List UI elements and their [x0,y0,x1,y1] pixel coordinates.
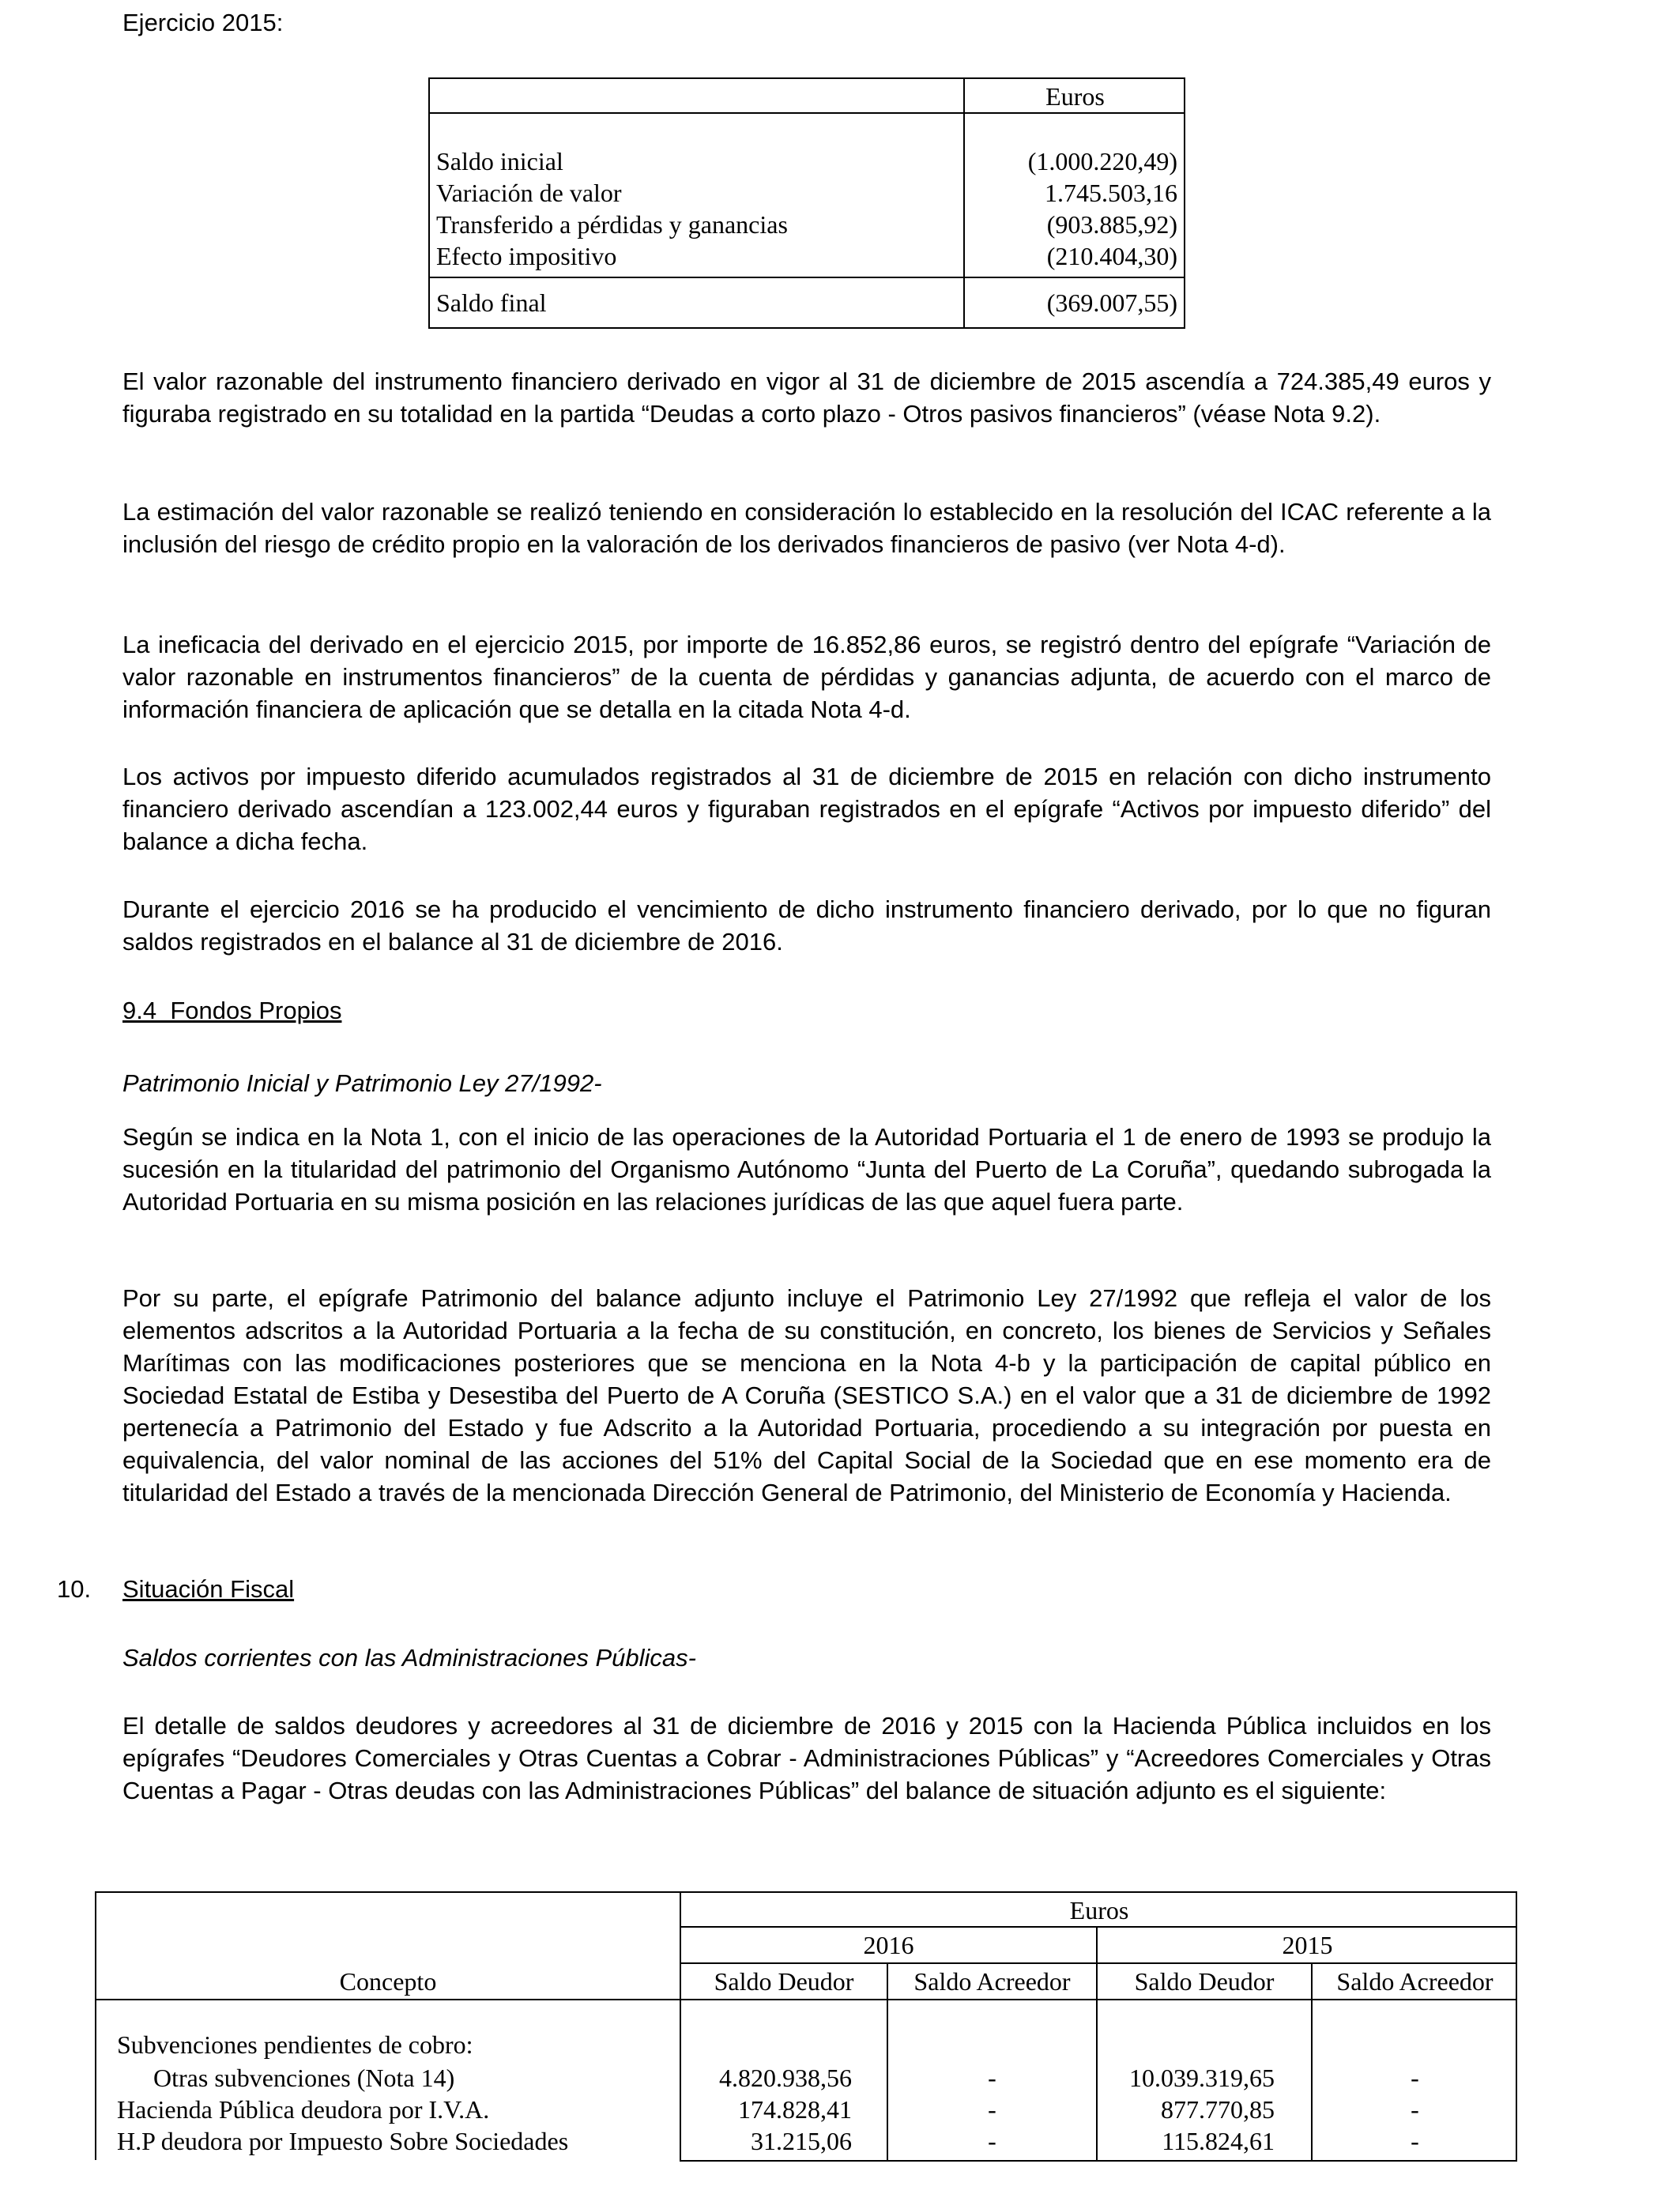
section-subtitle-patrimonio: Patrimonio Inicial y Patrimonio Ley 27/1992- [122,1069,602,1097]
table-divider [96,1999,1517,2000]
header-euros: Euros [1069,1896,1129,1924]
row-label: H.P deudora por Impuesto Sobre Sociedades [117,2127,569,2155]
header-saldo-acreedor-2016: Saldo Acreedor [913,1967,1071,1996]
cell-deudor-2016: 31.215,06 [751,2127,852,2155]
cell-deudor-2015: 115.824,61 [1162,2127,1275,2155]
table-row [436,240,1177,272]
table-row [436,145,1177,177]
cell-deudor-2016: 174.828,41 [738,2095,852,2124]
table-divider [680,1926,1517,1928]
paragraph-estimacion: La estimación del valor razonable se realizó teniendo en consideración lo establecido en la resolución del ICAC referente a la inclusión del riesgo de crédito propio en la valoración de los derivados financieros de pasivo (ver Nota 4-d). [122,498,1491,558]
paragraph-sucesion: Según se indica en la Nota 1, con el inicio de las operaciones de la Autoridad Portuaria el 1 de enero de 1993 se produjo la sucesión en la titularidad del patrimonio del Organismo Autónomo “Junta del Puerto de La Coruña”, quedando subrogada la Autoridad Portuaria en su misma posición en las relaciones jurídicas de las que aquel fuera parte. [122,1123,1491,1216]
row-value: (369.007,55) [1046,288,1177,317]
row-label: Hacienda Pública deudora por I.V.A. [117,2095,490,2124]
table-row [436,209,1177,240]
header-concepto: Concepto [339,1967,437,1996]
group-label: Subvenciones pendientes de cobro: [117,2030,473,2059]
cell-deudor-2016: 4.820.938,56 [719,2064,852,2092]
row-label: Variación de valor [436,179,622,207]
header-saldo-deudor-2015: Saldo Deudor [1134,1967,1275,1996]
cell-deudor-2015: 10.039.319,65 [1129,2064,1275,2092]
table-divider [430,277,1184,278]
section-title-fondos-propios: 9.4 Fondos Propios [122,997,342,1024]
header-year-2016: 2016 [863,1931,914,1959]
table-row [436,177,1177,209]
table-saldos-administraciones [95,1891,1517,2160]
table-divider [680,2160,1517,2162]
row-label: Transferido a pérdidas y ganancias [436,210,788,239]
row-value: (903.885,92) [1046,210,1177,239]
paragraph-detalle-saldos: El detalle de saldos deudores y acreedores al 31 de diciembre de 2016 y 2015 con la Hacienda Pública incluidos en los epígrafes “Deudores Comerciales y Otras Cuentas a Cobrar - Administraciones Públicas” y “Acreedores Comerciales y Otras Cuentas a Pagar - Otras deudas con las Administraciones Públicas” del balance de situación adjunto es el siguiente: [122,1712,1491,1804]
header-year-2015: 2015 [1282,1931,1333,1959]
section-number: 10. [57,1575,92,1603]
paragraph-patrimonio: Por su parte, el epígrafe Patrimonio del balance adjunto incluye el Patrimonio Ley 27/1992 que refleja el valor de los elementos adscritos a la Autoridad Portuaria a la fecha de su constitución, en concreto, los bienes de Servicios y Señales Marítimas con las modificaciones posteriores que se menciona en la Nota 4-b y la participación de capital público en Sociedad Estatal de Estiba y Desestiba del Puerto de A Coruña (SESTICO S.A.) en el valor que a 31 de diciembre de 1992 pertenecía a Patrimonio del Estado y fue Adscrito a la Autoridad Portuaria, procediendo a su integración por puesta en equivalencia, del valor nominal de las acciones del 51% del Capital Social de la Sociedad que en ese momento era de titularidad del Estado a través de la mencionada Dirección General de Patrimonio, del Ministerio de Economía y Hacienda. [122,1284,1491,1506]
table-divider [680,1962,1517,1964]
cell-acreedor-2015: - [1411,2095,1419,2124]
paragraph-activos-impuesto: Los activos por impuesto diferido acumulados registrados al 31 de diciembre de 2015 en relación con dicho instrumento financiero derivado ascendían a 123.002,44 euros y figuraban registrados en el epígrafe “Activos por impuesto diferido” del balance a dicha fecha. [122,763,1491,855]
row-label: Otras subvenciones (Nota 14) [153,2064,455,2092]
row-value: (210.404,30) [1046,242,1177,270]
header-saldo-acreedor-2015: Saldo Acreedor [1336,1967,1494,1996]
table-row-saldo-final [436,283,1177,322]
cell-acreedor-2015: - [1411,2064,1419,2092]
section-subtitle-saldos: Saldos corrientes con las Administraciones Públicas- [122,1644,696,1672]
row-value: 1.745.503,16 [1045,179,1177,207]
table-header-euros: Euros [1045,82,1105,111]
row-label: Saldo inicial [436,147,563,175]
cell-acreedor-2015: - [1411,2127,1419,2155]
cell-acreedor-2016: - [988,2095,996,2124]
paragraph-ineficacia: La ineficacia del derivado en el ejercicio 2015, por importe de 16.852,86 euros, se registró dentro del epígrafe “Variación de valor razonable en instrumentos financieros” de la cuenta de pérdidas y ganancias adjunta, de acuerdo con el marco de información financiera de aplicación que se detalla en la citada Nota 4-d. [122,631,1491,723]
row-value: (1.000.220,49) [1027,147,1177,175]
cell-acreedor-2016: - [988,2127,996,2155]
section-title-situacion-fiscal: Situación Fiscal [122,1575,295,1603]
row-label: Saldo final [436,288,547,317]
cell-deudor-2015: 877.770,85 [1161,2095,1275,2124]
header-saldo-deudor-2016: Saldo Deudor [714,1967,854,1996]
table-saldo-2015 [428,77,1185,329]
cell-acreedor-2016: - [988,2064,996,2092]
heading-ejercicio-2015: Ejercicio 2015: [122,9,284,36]
paragraph-vencimiento: Durante el ejercicio 2016 se ha producido el vencimiento de dicho instrumento financiero derivado, por lo que no figuran saldos registrados en el balance al 31 de diciembre de 2016. [122,895,1491,956]
row-label: Efecto impositivo [436,242,617,270]
paragraph-valor-razonable: El valor razonable del instrumento financiero derivado en vigor al 31 de diciembre de 2015 ascendía a 724.385,49 euros y figuraba registrado en su totalidad en la partida “Deudas a corto plazo - Otros pasivos financieros” (véase Nota 9.2). [122,368,1491,428]
table-divider [430,112,1184,114]
